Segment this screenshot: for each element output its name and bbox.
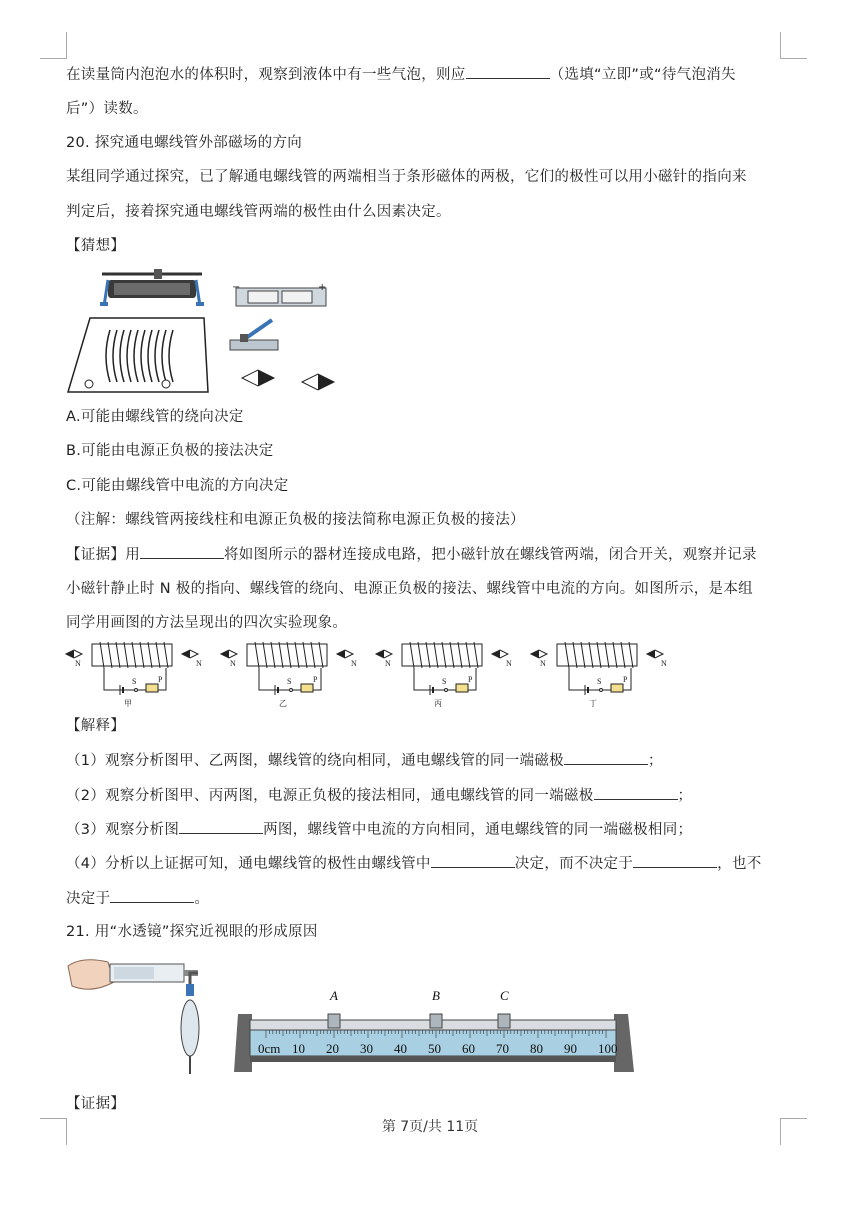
compass-needle-icon <box>221 650 229 658</box>
lens-holder <box>498 1014 510 1028</box>
answer-blank <box>633 853 717 868</box>
answer-blank <box>594 785 678 800</box>
ruler-label: 0cm <box>258 1041 281 1056</box>
text: 将如图所示的器材连接成电路，把小磁针放在螺线管两端，闭合开关，观察并记录 <box>224 547 757 563</box>
question-title: 21. 用“水透镜”探究近视眼的形成原因 <box>66 924 318 940</box>
text: （1）观察分析图甲、乙两图，螺线管的绕向相同，通电螺线管的同一端磁极 <box>66 753 564 769</box>
section-heading: 【猜想】 <box>66 238 126 254</box>
diagram-label: 丁 <box>589 699 597 708</box>
text: 在读量筒内泡泡水的体积时，观察到液体中有一些气泡，则应 <box>66 67 466 83</box>
text: 两图，螺线管中电流的方向相同，通电螺线管的同一端磁极相同； <box>263 822 693 838</box>
compass-needle-icon <box>492 650 500 658</box>
p-label: P <box>158 675 163 684</box>
page-footer: 第 7页/共 11页 <box>381 1119 479 1135</box>
holder-label: B <box>432 988 440 1003</box>
p-label: P <box>313 675 318 684</box>
text-line: 后”）读数。 <box>66 101 148 117</box>
battery-holder-image <box>232 282 326 306</box>
optical-bench-image <box>234 988 634 1072</box>
solenoid-diagram <box>376 642 512 708</box>
text: （选填“立即”或“待气泡消失 <box>549 67 736 83</box>
switch-label: S <box>442 677 447 686</box>
diagram-label: 甲 <box>124 699 132 708</box>
text: 决定，而不决定于 <box>514 856 634 872</box>
svg-text:−: − <box>232 282 241 293</box>
text: 【证据】用 <box>66 547 140 563</box>
option-c: C.可能由螺线管中电流的方向决定 <box>66 478 289 494</box>
n-pole-label: N <box>661 659 667 668</box>
compass-needle-icon <box>531 650 539 658</box>
section-heading: 【证据】 <box>66 1096 126 1112</box>
ruler-label: 40 <box>394 1041 407 1056</box>
text: （3）观察分析图 <box>66 822 180 838</box>
solenoid-core <box>247 644 327 666</box>
diagram-label: 丙 <box>434 699 442 708</box>
compass-needle-icon <box>66 650 74 658</box>
crop-mark-top-left <box>40 32 67 59</box>
text: 决定于 <box>66 891 111 907</box>
diagram-label: 乙 <box>279 699 287 708</box>
solenoid-diagrams <box>62 638 692 710</box>
lens-holder <box>430 1014 442 1028</box>
answer-blank <box>564 750 648 765</box>
svg-text:+: + <box>318 282 327 293</box>
p-label: P <box>623 675 628 684</box>
section-heading: 【解释】 <box>66 718 126 734</box>
text-line <box>66 544 757 565</box>
solenoid-diagrams-svg <box>62 638 692 710</box>
ruler-label: 20 <box>326 1041 339 1056</box>
n-pole-label: N <box>230 659 236 668</box>
ruler-label: 30 <box>360 1041 373 1056</box>
solenoid-diagram <box>221 642 357 708</box>
text-line: 小磁针静止时 N 极的指向、螺线管的绕向、电源正负极的接法、螺线管中电流的方向。如图所示，是本组 <box>66 581 753 597</box>
switch-symbol <box>600 689 603 692</box>
solenoid-core <box>92 644 172 666</box>
text: （2）观察分析图甲、丙两图，电源正负极的接法相同，通电螺线管的同一端磁极 <box>66 788 594 804</box>
text-line <box>66 888 209 909</box>
switch-image <box>230 320 278 350</box>
holder-label: A <box>330 988 338 1003</box>
option-a: A.可能由螺线管的绕向决定 <box>66 409 244 425</box>
text-line: 某组同学通过探究，已了解通电螺线管的两端相当于条形磁体的两极，它们的极性可以用小磁针的指向来 <box>66 169 747 185</box>
text: ，也不 <box>717 856 762 872</box>
ruler-label: 10 <box>292 1041 305 1056</box>
ruler-label: 90 <box>564 1041 577 1056</box>
answer-blank <box>466 64 550 79</box>
ruler-label: 100 <box>598 1041 618 1056</box>
text-line <box>66 64 736 85</box>
crop-mark-top-right <box>780 32 807 59</box>
ruler-label: 60 <box>462 1041 475 1056</box>
ruler-label: 70 <box>496 1041 509 1056</box>
solenoid-core <box>402 644 482 666</box>
answer-blank <box>140 544 224 559</box>
compass-needles-image <box>242 370 334 390</box>
answer-blank <box>431 853 515 868</box>
syringe-image <box>68 960 198 989</box>
text-line <box>66 853 762 874</box>
switch-symbol <box>135 689 138 692</box>
power-supply <box>146 684 158 692</box>
question-title: 20. 探究通电螺线管外部磁场的方向 <box>66 135 303 151</box>
switch-label: S <box>597 677 602 686</box>
holder-label: C <box>500 988 509 1003</box>
n-pole-label: N <box>75 659 81 668</box>
text: 。 <box>194 891 210 907</box>
lens-holder <box>328 1014 340 1028</box>
n-pole-label: N <box>385 659 391 668</box>
switch-label: S <box>287 677 292 686</box>
rheostat-image <box>100 269 204 306</box>
text: ； <box>677 788 693 804</box>
text-line: 同学用画图的方法呈现出的四次实验现象。 <box>66 615 348 631</box>
solenoid-core <box>557 644 637 666</box>
water-lens-figure <box>62 952 652 1082</box>
ruler-label: 50 <box>428 1041 441 1056</box>
answer-blank <box>179 819 263 834</box>
water-lens-image <box>181 984 199 1074</box>
text: （4）分析以上证据可知，通电螺线管的极性由螺线管中 <box>66 856 431 872</box>
note-text: （注解：螺线管两接线柱和电源正负极的接法简称电源正负极的接法） <box>66 512 525 528</box>
text-line: 判定后，接着探究通电螺线管两端的极性由什么因素决定。 <box>66 204 451 220</box>
power-supply <box>456 684 468 692</box>
solenoid-diagram <box>531 642 667 708</box>
switch-label: S <box>132 677 137 686</box>
power-supply <box>611 684 623 692</box>
text-line <box>66 819 692 840</box>
text-line <box>66 785 692 806</box>
compass-needle-icon <box>337 650 345 658</box>
compass-needle-icon <box>182 650 190 658</box>
text-line <box>66 750 663 771</box>
equipment-figure <box>62 266 342 396</box>
n-pole-label: N <box>351 659 357 668</box>
answer-blank <box>110 888 194 903</box>
solenoid-diagram <box>66 642 202 708</box>
p-label: P <box>468 675 473 684</box>
text: ； <box>647 753 663 769</box>
compass-needle-icon <box>376 650 384 658</box>
compass-needle-icon <box>647 650 655 658</box>
switch-symbol <box>290 689 293 692</box>
n-pole-label: N <box>540 659 546 668</box>
n-pole-label: N <box>506 659 512 668</box>
ruler-label: 80 <box>530 1041 543 1056</box>
option-b: B.可能由电源正负极的接法决定 <box>66 443 274 459</box>
switch-symbol <box>445 689 448 692</box>
solenoid-board-image <box>68 318 208 392</box>
power-supply <box>301 684 313 692</box>
n-pole-label: N <box>196 659 202 668</box>
